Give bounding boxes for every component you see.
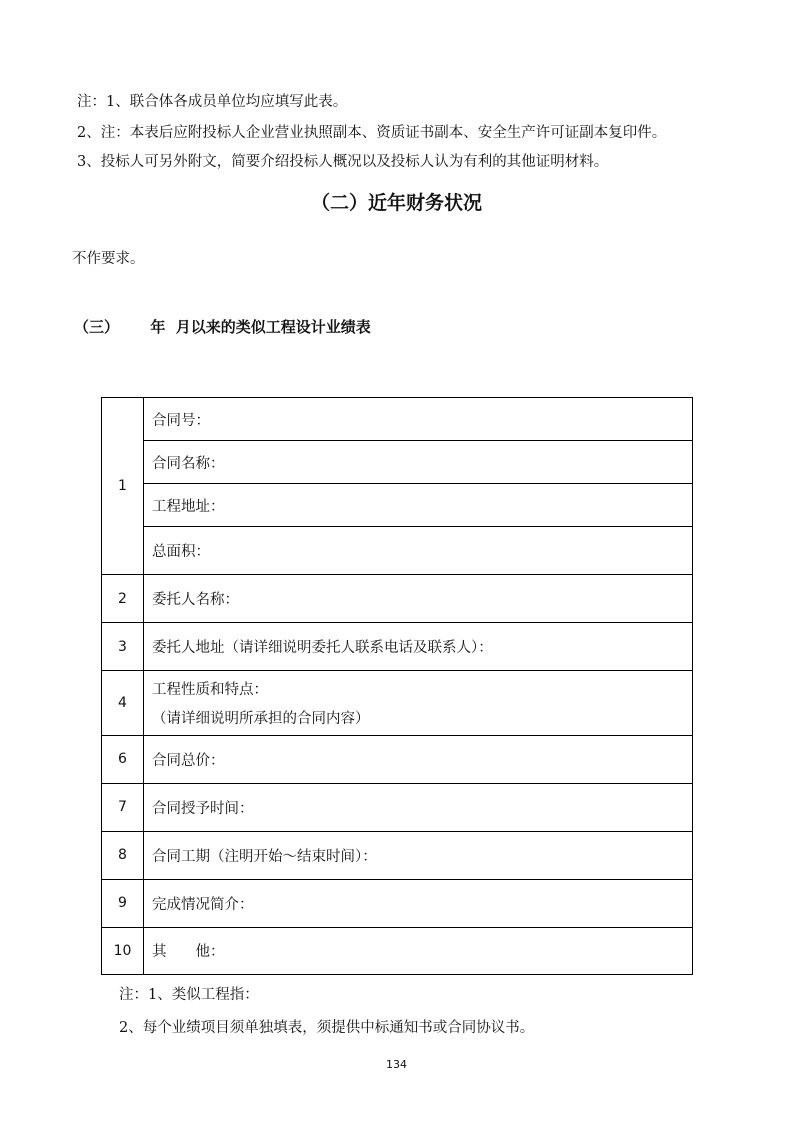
table-row <box>102 484 693 527</box>
contract-price-field[interactable]: 合同总价： <box>144 735 693 783</box>
table-row <box>102 575 693 623</box>
client-address-field[interactable]: 委托人地址（请详细说明委托人联系电话及联系人）： <box>144 623 693 671</box>
row-number: 7 <box>102 783 144 831</box>
row-number: 1 <box>102 398 144 575</box>
row-number: 9 <box>102 879 144 927</box>
row-number: 4 <box>102 671 144 735</box>
table-row <box>102 783 693 831</box>
table-row <box>102 927 693 974</box>
project-nature-label: 工程性质和特点： <box>152 681 268 698</box>
other-field[interactable]: 其 他： <box>144 927 693 974</box>
section-2-text: 不作要求。 <box>72 251 145 267</box>
total-area-field[interactable]: 总面积： <box>144 527 693 575</box>
note-3: 3、投标人可另外附文，简要介绍投标人概况以及投标人认为有利的其他证明材料。 <box>77 154 609 170</box>
after-note-1: 注：1、类似工程指： <box>119 987 259 1003</box>
table-row <box>102 441 693 484</box>
contract-number-field[interactable]: 合同号： <box>144 398 693 441</box>
performance-table <box>101 397 693 975</box>
table-row <box>102 671 693 735</box>
completion-summary-field[interactable]: 完成情况简介： <box>144 879 693 927</box>
table-row <box>102 623 693 671</box>
row-number: 3 <box>102 623 144 671</box>
row-number: 10 <box>102 927 144 974</box>
note-2: 2、注：本表后应附投标人企业营业执照副本、资质证书副本、安全生产许可证副本复印件。 <box>77 125 667 141</box>
table-row <box>102 879 693 927</box>
table-row <box>102 398 693 441</box>
table-row <box>102 831 693 879</box>
contract-period-field[interactable]: 合同工期（注明开始～结束时间）： <box>144 831 693 879</box>
award-time-field[interactable]: 合同授予时间： <box>144 783 693 831</box>
contract-name-field[interactable]: 合同名称： <box>144 441 693 484</box>
row-number: 8 <box>102 831 144 879</box>
project-address-field[interactable]: 工程地址： <box>144 484 693 527</box>
page-number: 134 <box>386 1058 407 1071</box>
client-name-field[interactable]: 委托人名称： <box>144 575 693 623</box>
after-note-2: 2、每个业绩项目须单独填表，须提供中标通知书或合同协议书。 <box>119 1020 535 1036</box>
project-nature-hint: （请详细说明所承担的合同内容） <box>152 710 370 727</box>
table-row <box>102 527 693 575</box>
section-3-title: （三） 年 月以来的类似工程设计业绩表 <box>74 318 371 336</box>
project-nature-field[interactable] <box>144 671 693 735</box>
note-1: 注：1、联合体各成员单位均应填写此表。 <box>77 94 348 110</box>
row-number: 6 <box>102 735 144 783</box>
table-row <box>102 735 693 783</box>
section-2-title: （二）近年财务状况 <box>310 192 482 214</box>
row-number: 2 <box>102 575 144 623</box>
